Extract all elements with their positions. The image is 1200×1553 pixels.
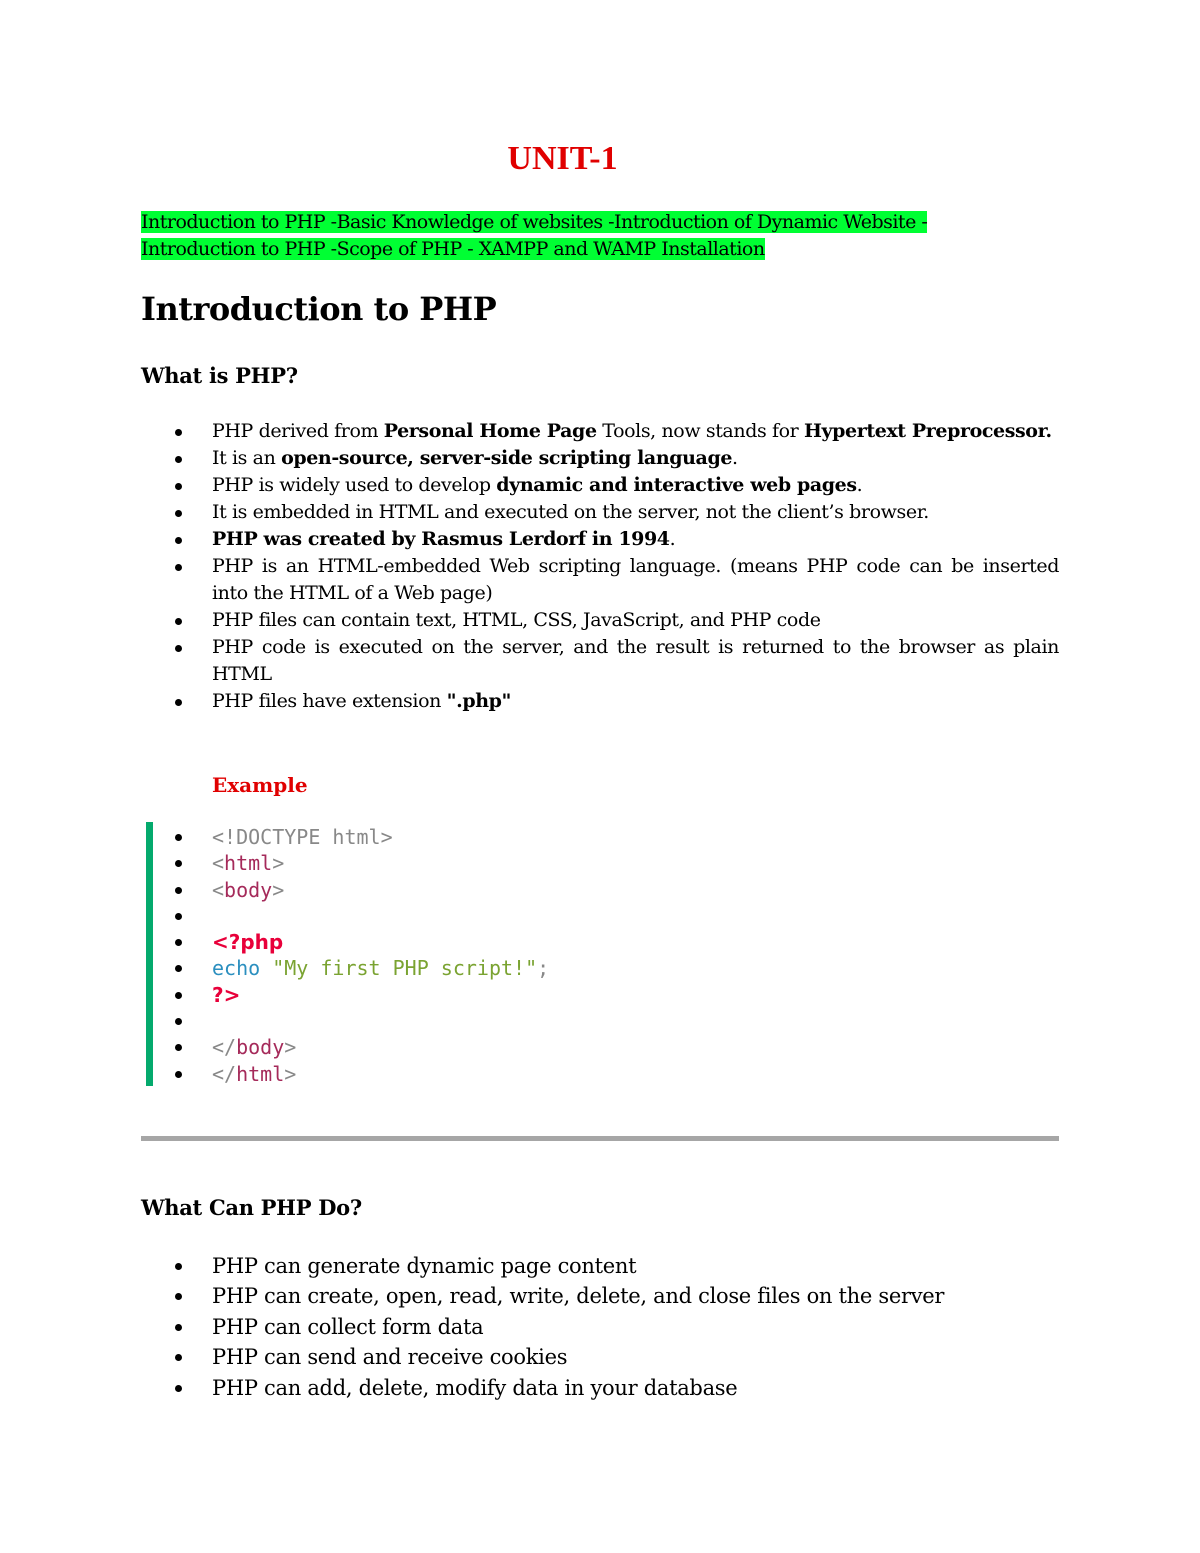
heading-what-is-php: What is PHP? <box>141 363 298 388</box>
list-item: PHP is an HTML-embedded Web scripting language. (means PHP code can be inserted into the HTML of a Web page) <box>141 553 1059 607</box>
horizontal-divider <box>141 1136 1059 1141</box>
list-item: It is an open-source, server-side scripting language. <box>141 445 1059 472</box>
list-item: PHP code is executed on the server, and the result is returned to the browser as plain HTML <box>141 634 1059 688</box>
code-line: </html> <box>141 1061 1059 1087</box>
list-item: PHP can send and receive cookies <box>141 1342 1059 1372</box>
list-item: PHP files have extension ".php" <box>141 688 1059 715</box>
unit-title: UNIT-1 <box>507 140 618 177</box>
list-item: PHP derived from Personal Home Page Tools, now stands for Hypertext Preprocessor. <box>141 418 1059 445</box>
topics-line-1: Introduction to PHP -Basic Knowledge of websites -Introduction of Dynamic Website - <box>141 211 928 233</box>
code-line: <body> <box>141 877 1059 903</box>
topics-line-2: Introduction to PHP -Scope of PHP - XAMPP and WAMP Installation <box>141 238 765 260</box>
code-line: </body> <box>141 1034 1059 1060</box>
code-line: <!DOCTYPE html> <box>141 824 1059 850</box>
section-heading-intro: Introduction to PHP <box>141 290 497 328</box>
example-label: Example <box>212 773 308 797</box>
list-item: PHP was created by Rasmus Lerdorf in 1994. <box>141 526 1059 553</box>
heading-what-can-php-do: What Can PHP Do? <box>141 1195 362 1220</box>
list-item: It is embedded in HTML and executed on the server, not the client’s browser. <box>141 499 1059 526</box>
what-is-php-list <box>141 418 1059 715</box>
list-item: PHP can generate dynamic page content <box>141 1251 1059 1281</box>
code-line: ?> <box>141 982 1059 1008</box>
code-line-empty <box>141 1008 1059 1034</box>
what-can-php-do-list <box>141 1251 1059 1403</box>
code-line-empty <box>141 903 1059 929</box>
list-item: PHP can add, delete, modify data in your database <box>141 1373 1059 1403</box>
code-example <box>141 824 1059 1087</box>
topics-summary <box>141 209 1041 263</box>
list-item: PHP files can contain text, HTML, CSS, JavaScript, and PHP code <box>141 607 1059 634</box>
list-item: PHP can create, open, read, write, delete, and close files on the server <box>141 1281 1059 1311</box>
code-line: echo "My first PHP script!"; <box>141 955 1059 981</box>
code-line: <?php <box>141 929 1059 955</box>
list-item: PHP is widely used to develop dynamic and interactive web pages. <box>141 472 1059 499</box>
list-item: PHP can collect form data <box>141 1312 1059 1342</box>
code-line: <html> <box>141 850 1059 876</box>
